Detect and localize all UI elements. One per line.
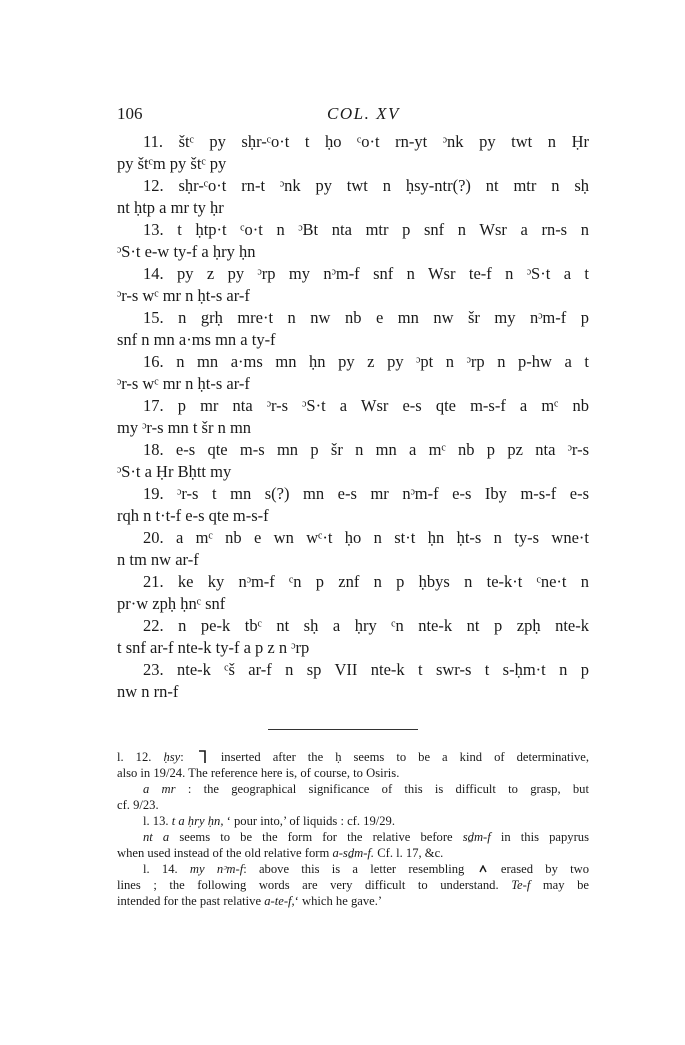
footnote-line <box>117 797 589 813</box>
footnote-text: may be <box>542 878 589 892</box>
footnote-line <box>117 877 589 893</box>
text-line: nt ḥtp a mr ty ḥr <box>117 198 224 217</box>
text-line: ᵓr-s wᶜ mr n ḥt-s ar-f <box>117 286 250 305</box>
footnote-ref: l. 13. <box>143 814 169 828</box>
footnote-text: : the geographical significance of this is difficult to grasp, but <box>187 782 589 796</box>
footnote-text: lines ; the following words are very difficult to understand. <box>117 878 499 892</box>
text-line: 13. t ḥtp·t ᶜo·t n ᵓBt nta mtr p snf n Wsr a rn-s n <box>143 220 589 239</box>
footnote-line <box>117 765 589 781</box>
footnote-text: ‘ which he gave.’ <box>294 894 383 908</box>
text-line: ᵓS·t a Ḥr Bḥtt my <box>117 462 232 481</box>
footnote-line <box>117 781 589 797</box>
text-line: 21. ke ky nᵓm-f ᶜn p znf n p ḥbys n te-k·t ᶜne·t n <box>143 572 589 591</box>
text-line: 23. nte-k ᶜš ar-f n sp VII nte-k t swr-s t s-ḥm·t n p <box>143 660 589 679</box>
footnote-text: when used instead of the old relative form <box>117 846 330 860</box>
footnote-line <box>117 893 589 909</box>
footnote-text: erased by two <box>500 862 590 876</box>
footnote-text: ‘ pour into,’ of liquids : cf. 19/29. <box>226 814 396 828</box>
text-line: t snf ar-f nte-k ty-f a p z n ᵓrp <box>117 638 310 657</box>
erased-letter-icon <box>479 865 487 873</box>
text-line: my ᵓr-s mn t šr n mn <box>117 418 252 437</box>
footnote-term: t a ḥry ḥn, <box>171 814 224 828</box>
footnote-term: a-te-f, <box>264 894 295 908</box>
transliteration-text <box>117 131 589 703</box>
text-line: ᵓr-s wᶜ mr n ḥt-s ar-f <box>117 374 250 393</box>
footnote-ref: l. 14. <box>143 862 178 876</box>
footnote-text: inserted after the ḥ seems to be a kind of determinative, <box>220 750 589 764</box>
footnote-line <box>117 829 589 845</box>
footnote-text: cf. 9/23. <box>117 798 159 812</box>
footnote-text: seems to be the form for the relative before <box>179 830 453 844</box>
text-line: rqh n t·t-f e-s qte m-s-f <box>117 506 269 525</box>
text-line: 15. n grḥ mre·t n nw nb e mn nw šr my nᵓm-f p <box>143 308 589 327</box>
text-line: 12. sḥr-ᶜo·t rn-t ᵓnk py twt n ḥsy-ntr(?) nt mtr n sḥ <box>143 176 589 195</box>
text-line: n tm nw ar-f <box>117 550 199 569</box>
footnote-text: in this papyrus <box>500 830 589 844</box>
footnote-ref: l. 12. <box>117 750 152 764</box>
text-line: 18. e-s qte m-s mn p šr n mn a mᶜ nb p pz nta ᵓr-s <box>143 440 589 459</box>
footnote-text: : above this is a letter resembling <box>243 862 465 876</box>
footnote-divider <box>268 729 418 730</box>
text-line: snf n mn a·ms mn a ty-f <box>117 330 276 349</box>
footnotes <box>117 749 589 909</box>
text-line: 11. štᶜ py sḥr-ᶜo·t t ḥo ᶜo·t rn-yt ᵓnk py twt n Ḥr <box>143 132 589 151</box>
running-title: COL. XV <box>327 104 400 123</box>
text-line: 22. n pe-k tbᶜ nt sḥ a ḥry ᶜn nte-k nt p zpḥ nte-k <box>143 616 589 635</box>
text-line: ᵓS·t e-w ty-f a ḥry ḥn <box>117 242 256 261</box>
text-line: 20. a mᶜ nb e wn wᶜ·t ḥo n st·t ḥn ḥt-s n ty-s wne·t <box>143 528 589 547</box>
footnote-line <box>117 749 589 765</box>
footnote-term: my nᵓm-f <box>189 862 244 876</box>
text-line: 14. py z py ᵓrp my nᵓm-f snf n Wsr te-f n ᵓS·t a t <box>143 264 589 283</box>
text-line: py štᶜm py štᶜ py <box>117 154 227 173</box>
text-line: 17. p mr nta ᵓr-s ᵓS·t a Wsr e-s qte m-s-f a mᶜ nb <box>143 396 589 415</box>
text-line: pr·w zpḥ ḥnᶜ snf <box>117 594 226 613</box>
footnote-term: sḏm-f <box>462 830 491 844</box>
hieroglyph-determinative-icon <box>198 750 207 764</box>
footnote-term: Te-f <box>511 878 531 892</box>
text-line: nw n rn-f <box>117 682 179 701</box>
text-line: 19. ᵓr-s t mn s(?) mn e-s mr nᵓm-f e-s Iby m-s-f e-s <box>143 484 589 503</box>
footnote-term: a-sḏm-f. <box>332 846 375 860</box>
footnote-text: intended for the past relative <box>117 894 262 908</box>
footnote-term: a mr <box>143 782 176 796</box>
footnote-line <box>117 845 589 861</box>
text-line: 16. n mn a·ms mn ḥn py z py ᵓpt n ᵓrp n p-hw a t <box>143 352 589 371</box>
footnote-line <box>117 813 589 829</box>
page-number: 106 <box>117 104 143 123</box>
footnote-text: Cf. l. 17, &c. <box>377 846 444 860</box>
footnote-line <box>117 861 589 877</box>
page-header <box>117 104 587 128</box>
footnote-term: nt a <box>143 830 170 844</box>
footnote-term: ḥsy <box>163 750 181 764</box>
footnote-text: also in 19/24. The reference here is, of course, to Osiris. <box>117 766 400 780</box>
footnote-text: : <box>180 750 184 764</box>
